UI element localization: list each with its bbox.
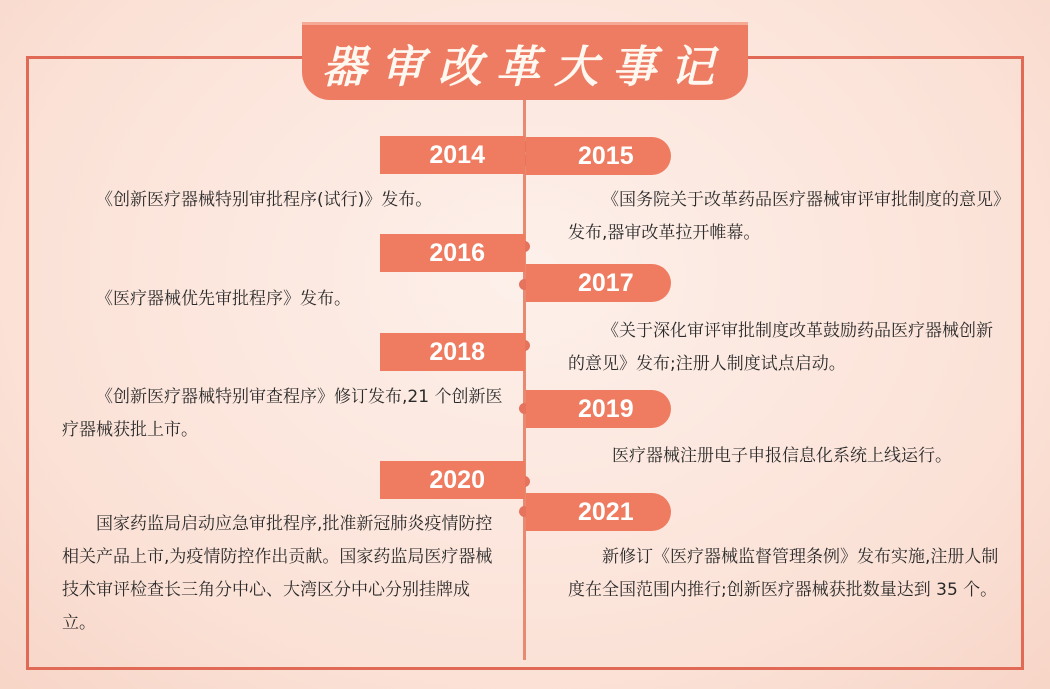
year-badge-2018: [380, 333, 525, 371]
event-text-2014: 《创新医疗器械特别审批程序(试行)》发布。: [96, 190, 433, 210]
event-text-2016: 《医疗器械优先审批程序》发布。: [96, 289, 351, 309]
year-badge-2016: [380, 234, 525, 272]
frame-top-right-line: [742, 56, 1024, 59]
event-text-2020: 国家药监局启动应急审批程序,批准新冠肺炎疫情防控相关产品上市,为疫情防控作出贡献。国家药监局医疗器械技术审评检查长三角分中心、大湾区分中心分别挂牌成立。: [62, 514, 493, 633]
year-badge-2017: [526, 264, 671, 302]
year-badge-2014: [380, 136, 525, 174]
year-label: 2014: [429, 140, 485, 169]
event-text-2015: 《国务院关于改革药品医疗器械审评审批制度的意见》发布,器审改革拉开帷幕。: [568, 190, 1002, 243]
event-text-2021: 新修订《医疗器械监督管理条例》发布实施,注册人制度在全国范围内推行;创新医疗器械获批数量达到 35 个。: [568, 547, 999, 600]
timeline-spine: [523, 100, 526, 660]
title-banner: [302, 22, 748, 100]
year-label: 2021: [578, 497, 634, 526]
year-label: 2018: [429, 337, 485, 366]
year-badge-2015: [526, 137, 671, 175]
frame-top-left-line: [26, 56, 308, 59]
page-title: 器审改革大事记: [322, 41, 728, 93]
event-text-2019: 医疗器械注册电子申报信息化系统上线运行。: [612, 446, 952, 466]
event-text-2017: 《关于深化审评审批制度改革鼓励药品医疗器械创新的意见》发布;注册人制度试点启动。: [568, 321, 993, 374]
year-label: 2017: [578, 268, 634, 297]
year-label: 2016: [429, 238, 485, 267]
year-badge-2020: [380, 461, 525, 499]
year-label: 2020: [429, 465, 485, 494]
year-label: 2019: [578, 394, 634, 423]
year-badge-2019: [526, 390, 671, 428]
year-badge-2021: [526, 493, 671, 531]
event-text-2018: 《创新医疗器械特别审查程序》修订发布,21 个创新医疗器械获批上市。: [62, 387, 503, 440]
year-label: 2015: [578, 141, 634, 170]
